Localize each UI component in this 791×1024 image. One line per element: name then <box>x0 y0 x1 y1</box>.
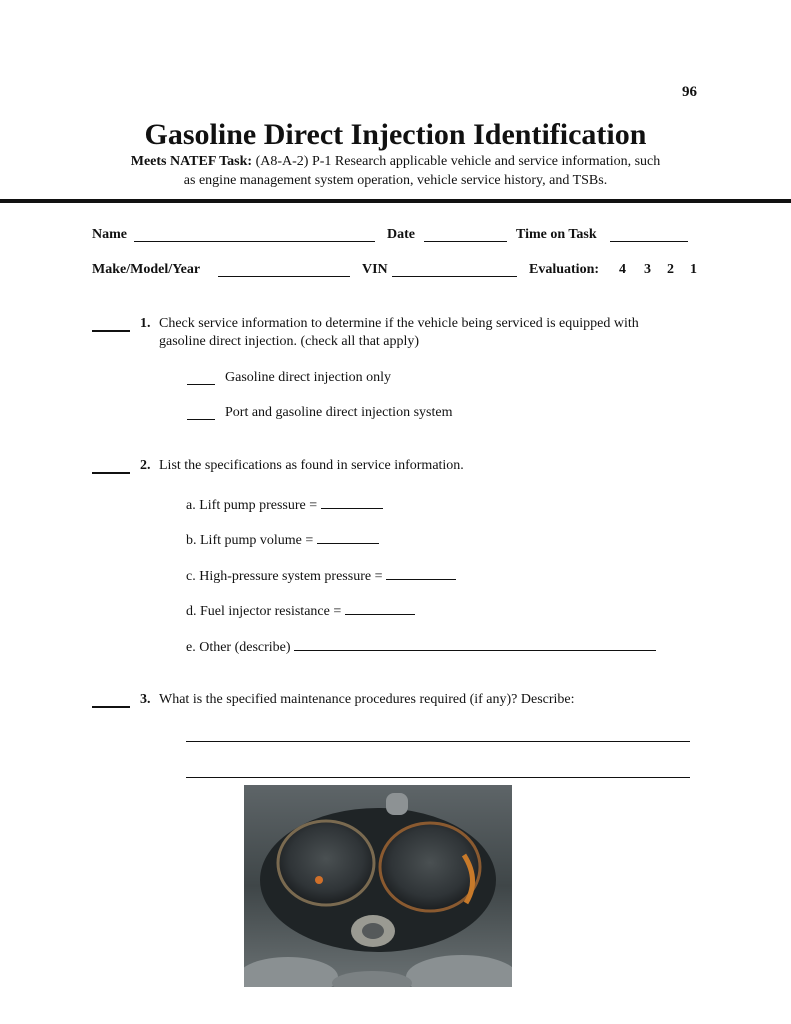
date-field[interactable] <box>424 241 507 242</box>
evaluation-label: Evaluation: <box>529 262 600 277</box>
page-title: Gasoline Direct Injection Identification <box>144 118 647 151</box>
high-pressure-system-pressure-field[interactable] <box>386 566 456 580</box>
natef-task: (A8-A-2) P-1 Research applicable vehicle and service information, such <box>255 154 661 169</box>
q1-number: 1. <box>140 316 151 331</box>
lift-pump-pressure-field[interactable] <box>321 495 383 509</box>
q2-item-a <box>186 495 383 514</box>
evaluation-score-2[interactable]: 2 <box>667 262 674 277</box>
q2-item-d-label: Fuel injector resistance = <box>200 604 342 619</box>
name-label: Name <box>92 227 127 242</box>
vin-field[interactable] <box>392 276 517 277</box>
q2-item-b-letter: b. <box>186 533 197 548</box>
q3-answer-line-1[interactable] <box>186 741 690 742</box>
time-on-task-label: Time on Task <box>516 227 597 242</box>
q1-option-2-blank[interactable] <box>187 419 215 420</box>
q3-text: What is the specified maintenance procedures required (if any)? Describe: <box>159 692 575 707</box>
q2-item-a-letter: a. <box>186 498 196 513</box>
q1-option-1: Gasoline direct injection only <box>225 370 392 385</box>
q1-text-line-2: gasoline direct injection. (check all that apply) <box>159 334 420 349</box>
evaluation-score-3[interactable]: 3 <box>644 262 651 277</box>
q2-item-a-label: Lift pump pressure = <box>199 498 318 513</box>
q2-item-d-letter: d. <box>186 604 197 619</box>
date-label: Date <box>387 227 415 242</box>
q3-number: 3. <box>140 692 151 707</box>
q2-item-b <box>186 530 379 549</box>
q2-text: List the specifications as found in service information. <box>159 458 464 473</box>
other-describe-field[interactable] <box>294 637 656 651</box>
name-field[interactable] <box>134 241 375 242</box>
q1-check-blank[interactable] <box>92 330 130 332</box>
natef-label: Meets NATEF Task: <box>130 154 253 169</box>
lift-pump-volume-field[interactable] <box>317 530 379 544</box>
q1-text-line-1: Check service information to determine if the vehicle being serviced is equipped with <box>159 316 639 331</box>
evaluation-score-1[interactable]: 1 <box>690 262 697 277</box>
q2-item-c <box>186 566 456 585</box>
evaluation-score-4[interactable]: 4 <box>619 262 626 277</box>
subtitle-line-2: as engine management system operation, vehicle service history, and TSBs. <box>183 173 608 188</box>
q1-option-2: Port and gasoline direct injection system <box>225 405 453 420</box>
q2-item-e <box>186 637 656 656</box>
time-on-task-field[interactable] <box>610 241 688 242</box>
q2-check-blank[interactable] <box>92 472 130 474</box>
header-divider <box>0 199 791 203</box>
q2-item-e-letter: e. <box>186 640 196 655</box>
q3-answer-line-2[interactable] <box>186 777 690 778</box>
page-number: 96 <box>682 84 697 100</box>
q2-item-e-label: Other (describe) <box>199 640 291 655</box>
q1-option-1-blank[interactable] <box>187 384 215 385</box>
q2-number: 2. <box>140 458 151 473</box>
vin-label: VIN <box>362 262 388 277</box>
fuel-injector-resistance-field[interactable] <box>345 601 415 615</box>
q2-item-c-letter: c. <box>186 569 196 584</box>
engine-cylinder-head-photo <box>244 785 512 987</box>
q2-item-d <box>186 601 415 620</box>
make-model-year-label: Make/Model/Year <box>92 262 201 277</box>
q3-check-blank[interactable] <box>92 706 130 708</box>
make-model-year-field[interactable] <box>218 276 350 277</box>
q2-item-c-label: High-pressure system pressure = <box>199 569 383 584</box>
subtitle-line-1 <box>0 154 791 170</box>
q2-item-b-label: Lift pump volume = <box>200 533 314 548</box>
